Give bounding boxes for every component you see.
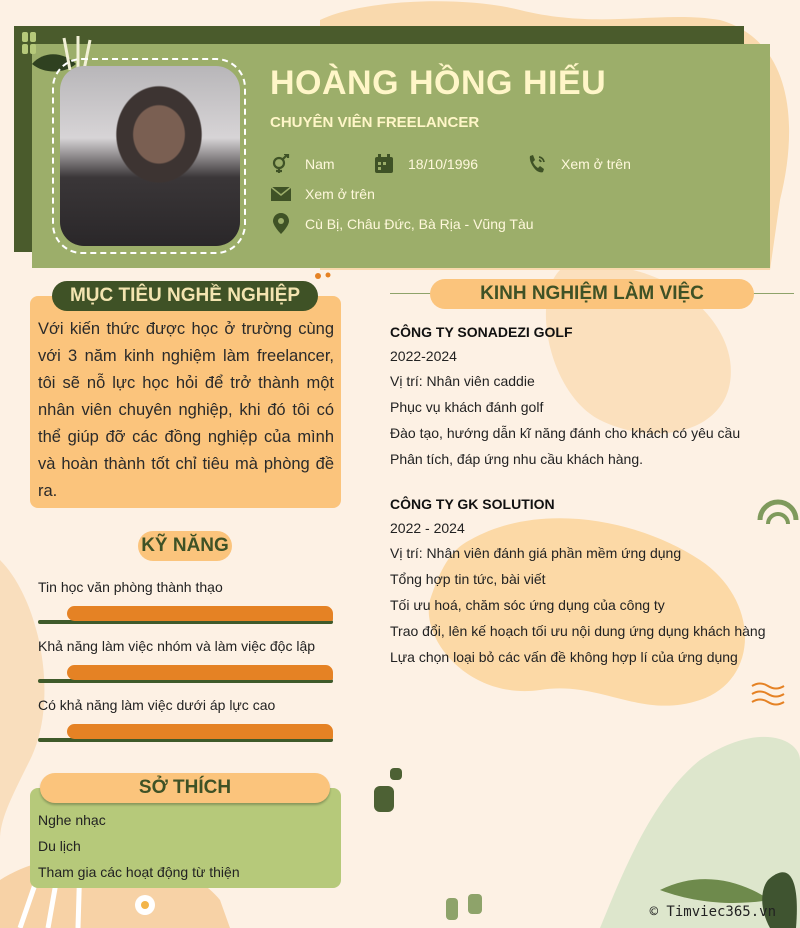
phone-row	[526, 153, 631, 175]
gender-row	[270, 153, 335, 175]
company-name: CÔNG TY GK SOLUTION	[390, 496, 555, 512]
job-duty: Đào tạo, hướng dẫn kĩ năng đánh cho khách có yêu cầu	[390, 425, 741, 441]
skill-label: Khả năng làm việc nhóm và làm việc độc lập	[38, 638, 316, 654]
company-name: CÔNG TY SONADEZI GOLF	[390, 324, 573, 340]
watermark: © Timviec365.vn	[649, 904, 776, 920]
skill-label: Có khả năng làm việc dưới áp lực cao	[38, 697, 276, 713]
mail-icon	[270, 183, 292, 205]
job-duty: Phân tích, đáp ứng nhu cầu khách hàng.	[390, 451, 644, 467]
hobby-item: Nghe nhạc	[38, 812, 106, 828]
skill-bar-fill	[67, 606, 333, 621]
address-value: Cù Bị, Châu Đức, Bà Rịa - Vũng Tàu	[305, 216, 534, 232]
gender-icon	[270, 153, 292, 175]
job-duty: Vị trí: Nhân viên đánh giá phần mềm ứng dụng	[390, 545, 682, 561]
candidate-title: CHUYÊN VIÊN FREELANCER	[270, 114, 480, 131]
job-duty: Vị trí: Nhân viên caddie	[390, 373, 535, 389]
phone-icon	[526, 153, 548, 175]
phone-value: Xem ở trên	[561, 156, 631, 172]
job-duty: Trao đổi, lên kế hoạch tối ưu nội dung ứng dụng khách hàng	[390, 623, 766, 639]
email-value: Xem ở trên	[305, 186, 375, 202]
job-duty: Phục vụ khách đánh golf	[390, 399, 544, 415]
birthday-value: 18/10/1996	[408, 156, 479, 172]
skill-label: Tin học văn phòng thành thạo	[38, 579, 223, 595]
job-period: 2022 - 2024	[390, 520, 465, 536]
experience-heading: KINH NGHIỆM LÀM VIỆC	[430, 279, 754, 309]
skill-bar-fill	[67, 724, 333, 739]
email-row	[270, 183, 375, 205]
candidate-name: HOÀNG HỒNG HIẾU	[270, 64, 607, 102]
calendar-icon	[373, 153, 395, 175]
hobby-item: Tham gia các hoạt động từ thiện	[38, 864, 240, 880]
job-period: 2022-2024	[390, 348, 457, 364]
objective-text: Với kiến thức được học ở trường cùng với 3 năm kinh nghiệm làm freelancer, tôi sẽ nỗ lực học hỏi để trở thành một nhân viên chuyên nghiệp, khi đó tôi có thể giúp đỡ các đồng nghiệp của mình và hoàn thành tốt chỉ tiêu mà phòng đề ra.	[38, 320, 334, 500]
birthday-row	[373, 153, 478, 175]
job-duty: Tối ưu hoá, chăm sóc ứng dụng của công ty	[390, 597, 665, 613]
objective-heading: MỤC TIÊU NGHỀ NGHIỆP	[52, 281, 318, 311]
avatar	[60, 66, 240, 246]
gender-value: Nam	[305, 156, 335, 172]
hobbies-heading: SỞ THÍCH	[40, 773, 330, 803]
skills-heading: KỸ NĂNG	[138, 531, 232, 561]
skill-bar-fill	[67, 665, 333, 680]
job-duty: Lựa chọn loại bỏ các vấn đề không hợp lí của ứng dụng	[390, 649, 738, 665]
hobby-item: Du lịch	[38, 838, 81, 854]
address-row	[270, 213, 534, 235]
location-pin-icon	[270, 213, 292, 235]
job-duty: Tổng hợp tin tức, bài viết	[390, 571, 546, 587]
